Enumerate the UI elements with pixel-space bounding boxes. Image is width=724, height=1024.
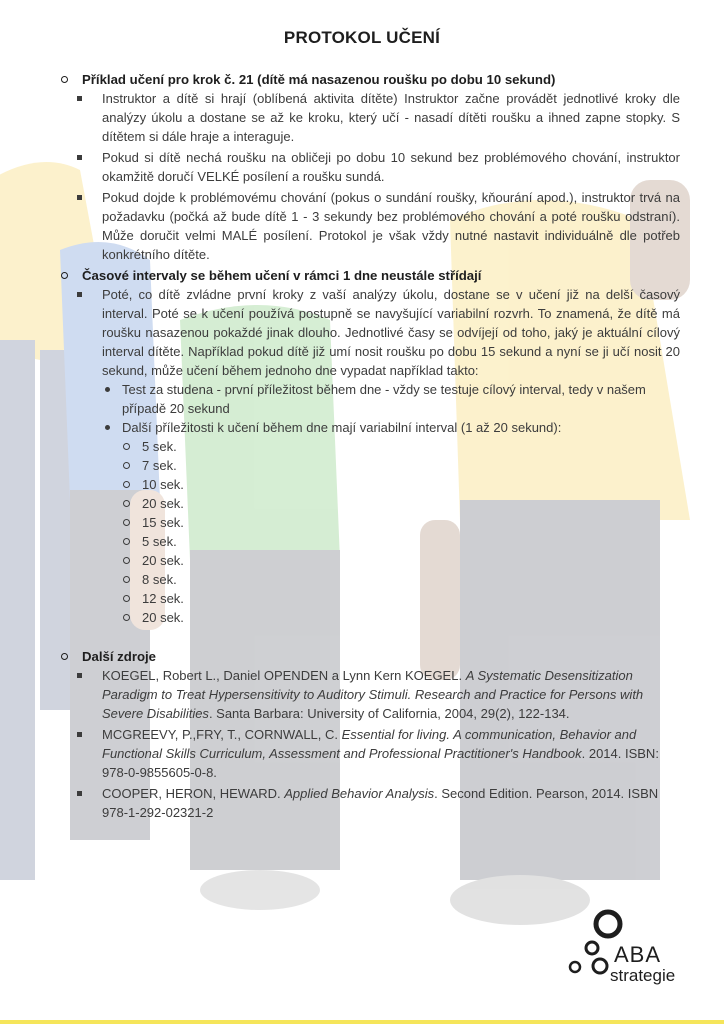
interval-item: 20 sek. bbox=[142, 551, 680, 570]
bottom-accent-bar bbox=[0, 1020, 724, 1024]
reference-item bbox=[102, 784, 680, 822]
reference-title: Essential for living. A communication, Behavior and Functional Skills Curriculum, Assessment and Professional Practitioner's Handbook bbox=[102, 727, 637, 761]
logo-text-strategie: strategie bbox=[610, 966, 676, 985]
list-item bbox=[122, 418, 680, 627]
reference-details: . Santa Barbara: University of California, 2004, 29(2), 122-134. bbox=[208, 706, 570, 721]
intervals-intro: Poté, co dítě zvládne první kroky z vaší analýzy úkolu, dostane se v učení již na delší časový interval. Poté se k učení používá postupně se navyšující variabilní rozvrh. To znamená, že dítě má roušku nasazenou pokaždé jinak dlouho. Jednotlivé časy se odvíjejí od toho, jaký je aktuální cílový interval dítěte. Například pokud dítě již umí nosit roušku po dobu 15 sekund a nyní se ji učí nosit 20 sekund, může učení během jednoho dne vypadat například takto: bbox=[102, 287, 680, 378]
intervals-list bbox=[60, 285, 680, 627]
aba-strategie-logo bbox=[562, 904, 682, 994]
reference-title: Applied Behavior Analysis bbox=[284, 786, 435, 801]
interval-item: 15 sek. bbox=[142, 513, 680, 532]
reference-item bbox=[102, 666, 680, 723]
reference-authors: KOEGEL, Robert L., Daniel OPENDEN a Lynn Kern KOEGEL. bbox=[102, 668, 466, 683]
intervals-sublist bbox=[102, 380, 680, 627]
interval-values-list bbox=[122, 437, 680, 627]
references-list bbox=[60, 666, 680, 822]
list-item bbox=[102, 285, 680, 627]
reference-authors: MCGREEVY, P.,FRY, T., CORNWALL, C. bbox=[102, 727, 342, 742]
interval-item: 8 sek. bbox=[142, 570, 680, 589]
list-item: Pokud si dítě nechá roušku na obličeji po dobu 10 sekund bez problémového chování, instruktor okamžitě doručí VELKÉ posílení a roušku sundá. bbox=[102, 150, 680, 184]
example-steps-list bbox=[60, 89, 680, 264]
interval-item: 5 sek. bbox=[142, 532, 680, 551]
list-item: Instruktor a dítě si hrají (oblíbená aktivita dítěte) Instruktor začne provádět jednotlivé kroky dle analýzy úkolu a dostane se až ke kroku, který učí - nasadí dítěti roušku a ihned zapne stopky. S dítětem si dále hraje a interaguje. bbox=[102, 91, 680, 144]
document-content bbox=[60, 70, 680, 824]
logo-text-aba: ABA bbox=[614, 942, 662, 967]
reference-title: A Systematic Desensitization Paradigm to Treat Hypersensitivity to Auditory Stimuli. Research and Practice for Persons with Severe Disabilities bbox=[102, 668, 644, 721]
list-item: Test za studena - první příležitost během dne - vždy se testuje cílový interval, tedy v našem případě 20 sekund bbox=[122, 380, 680, 418]
section-heading-resources: Další zdroje bbox=[60, 647, 680, 666]
variable-intervals-label: Další příležitosti k učení během dne mají variabilní interval (1 až 20 sekund): bbox=[122, 420, 562, 435]
interval-item: 20 sek. bbox=[142, 608, 680, 627]
reference-item bbox=[102, 725, 680, 782]
list-item: Pokud dojde k problémovému chování (pokus o sundání roušky, kňourání apod.), instruktor trvá na požadavku (počká až bude dítě 1 - 3 sekundy bez problémového chování a poté roušku odstraní). Může doručit velmi MALÉ posílení. Protokol je však vždy nutné nastavit individuálně dle potřeb konkrétního dítěte. bbox=[102, 190, 680, 262]
interval-item: 20 sek. bbox=[142, 494, 680, 513]
interval-item: 5 sek. bbox=[142, 437, 680, 456]
reference-details: . 2014. ISBN: 978-0-9855605-0-8. bbox=[102, 746, 659, 780]
reference-details: . Second Edition. Pearson, 2014. ISBN 978-1-292-02321-2 bbox=[102, 786, 659, 820]
reference-authors: COOPER, HERON, HEWARD. bbox=[102, 786, 285, 801]
interval-item: 10 sek. bbox=[142, 475, 680, 494]
page-title: PROTOKOL UČENÍ bbox=[283, 28, 441, 47]
section-heading-example: Příklad učení pro krok č. 21 (dítě má nasazenou roušku po dobu 10 sekund) bbox=[60, 70, 680, 89]
section-heading-intervals: Časové intervaly se během učení v rámci 1 dne neustále střídají bbox=[60, 266, 680, 285]
interval-item: 7 sek. bbox=[142, 456, 680, 475]
interval-item: 12 sek. bbox=[142, 589, 680, 608]
